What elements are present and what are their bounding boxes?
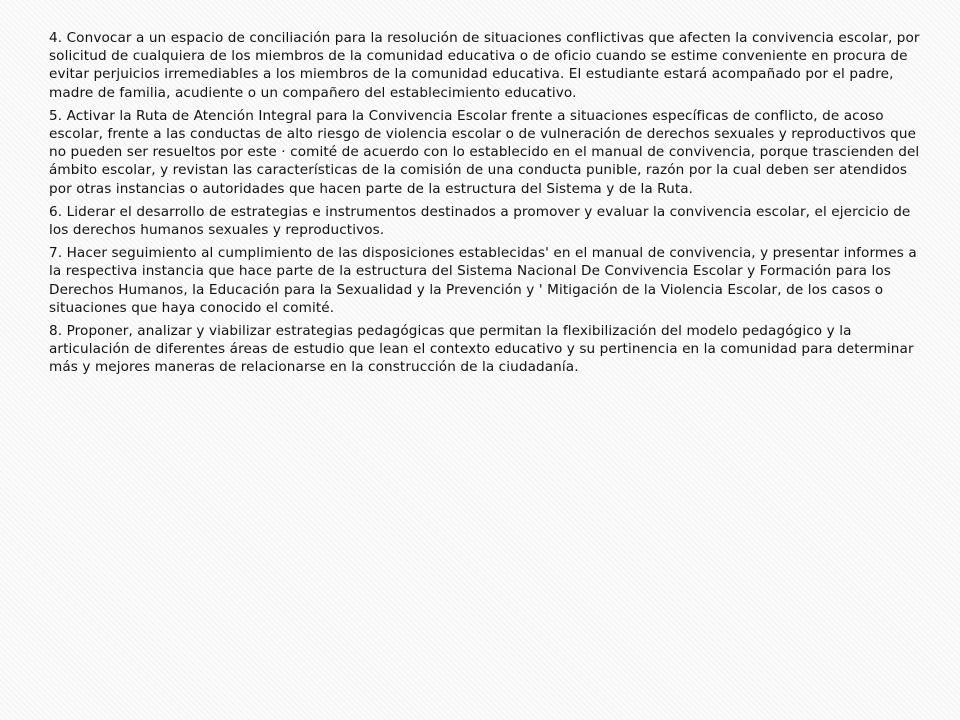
paragraph-item-6: 6. Liderar el desarrollo de estrategias e instrumentos destinados a promover y evaluar la convivencia escolar, el ejercicio de los derechos humanos sexuales y reproductivos. — [49, 203, 911, 239]
paragraph-item-8: 8. Proponer, analizar y viabilizar estrategias pedagógicas que permitan la flexibilización del modelo pedagógico y la articulación de diferentes áreas de estudio que lean el contexto educativo y su pertinencia en la comunidad para determinar más y mejores maneras de relacionarse en la construcción de la ciudadanía. — [49, 323, 914, 376]
slide-text-body — [49, 29, 924, 382]
paragraph-item-5: 5. Activar la Ruta de Atención Integral para la Convivencia Escolar frente a situaciones específicas de conflicto, de acoso escolar, frente a las conductas de alto riesgo de violencia escolar o de vulneración de derechos sexuales y reproductivos que no pueden ser resueltos por este · comité de acuerdo con lo establecido en el manual de convivencia, porque trascienden del ámbito escolar, y revistan las características de la comisión de una conducta punible, razón por la cual deben ser atendidos por otras instancias o autoridades que hacen parte de la estructura del Sistema y de la Ruta. — [49, 107, 920, 197]
paragraph-item-4: 4. Convocar a un espacio de conciliación para la resolución de situaciones conflictivas que afecten la convivencia escolar, por solicitud de cualquiera de los miembros de la comunidad educativa o de oficio cuando se estime conveniente en procura de evitar perjuicios irremediables a los miembros de la comunidad educativa. El estudiante estará acompañado por el padre, madre de familia, acudiente o un compañero del establecimiento educativo. — [49, 30, 920, 101]
paragraph-item-7: 7. Hacer seguimiento al cumplimiento de las disposiciones establecidas' en el manual de convivencia, y presentar informes a la respectiva instancia que hace parte de la estructura del Sistema Nacional De Convivencia Escolar y Formación para los Derechos Humanos, la Educación para la Sexualidad y la Prevención y ' Mitigación de la Violencia Escolar, de los casos o situaciones que haya conocido el comité. — [49, 245, 917, 316]
